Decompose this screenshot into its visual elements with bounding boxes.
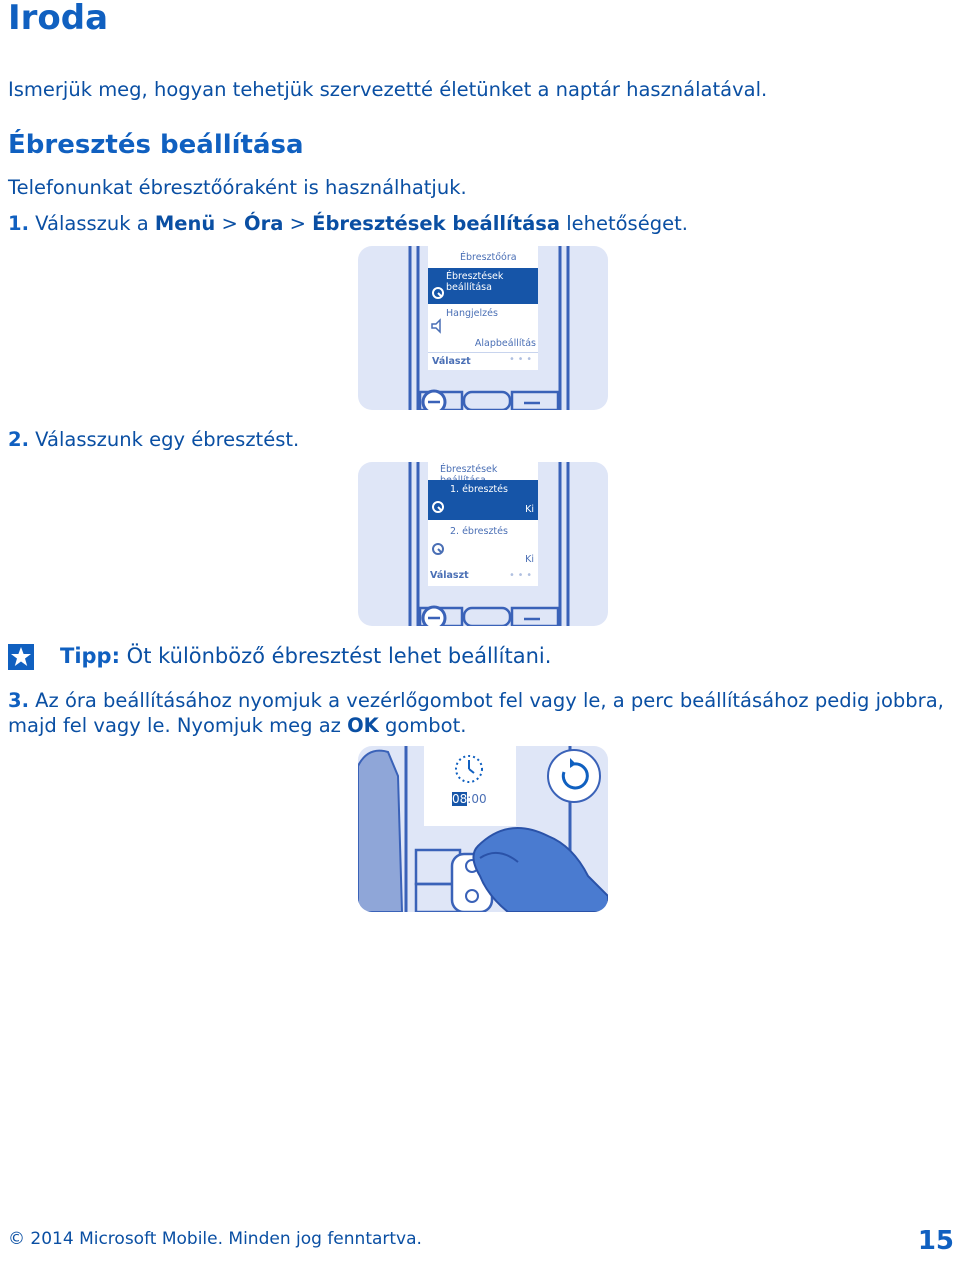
speaker-icon xyxy=(430,318,446,334)
alarm-1-label: 1. ébresztés xyxy=(450,484,508,495)
step-1-pre: Válasszuk a xyxy=(28,212,155,235)
step-2 xyxy=(8,428,299,451)
step-1-clock: Óra xyxy=(244,212,284,235)
phone-illustration-2 xyxy=(358,462,608,626)
time-display[interactable] xyxy=(452,792,487,806)
step-1-sep2: > xyxy=(283,212,313,235)
tip-body: Öt különböző ébresztést lehet beállítani. xyxy=(120,644,552,668)
step-3-number: 3. xyxy=(8,689,29,712)
step-3-text: Az óra beállításához nyomjuk a vezérlőgombot fel vagy le, a perc beállításához pedig jobbra, majd fel vagy le. Nyomjuk meg az xyxy=(8,689,944,737)
section-intro: Telefonunkat ébresztőóraként is használhatjuk. xyxy=(8,176,467,199)
phone-illustration-1 xyxy=(358,246,608,410)
star-tip-icon xyxy=(8,644,34,670)
alarm-2-state: Ki xyxy=(525,554,534,565)
section-title: Ébresztés beállítása xyxy=(8,130,304,160)
footer-copyright: © 2014 Microsoft Mobile. Minden jog fenntartva. xyxy=(8,1229,422,1249)
screen-header: Ébresztések xyxy=(440,464,498,475)
divider xyxy=(428,352,538,353)
tip-label: Tipp: xyxy=(60,644,120,668)
hours-field[interactable]: 08 xyxy=(452,792,468,806)
alarm-clock-icon xyxy=(430,284,446,300)
screen-header: Ébresztőóra xyxy=(460,252,517,263)
page-number: 15 xyxy=(917,1226,954,1256)
alarm-1-item[interactable] xyxy=(428,480,538,520)
step-1-alarms: Ébresztések beállítása xyxy=(312,212,561,235)
step-1 xyxy=(8,212,688,235)
right-softkey[interactable]: Alapbeállítás xyxy=(474,338,536,349)
step-1-number: 1. xyxy=(8,212,29,235)
step-1-sep1: > xyxy=(215,212,245,235)
rotate-clock-icon xyxy=(546,746,608,808)
minutes-field[interactable]: :00 xyxy=(467,792,487,806)
page-title: Iroda xyxy=(8,0,109,38)
step-3-post: gombot. xyxy=(378,714,467,737)
step-2-text: Válasszunk egy ébresztést. xyxy=(28,428,300,451)
menu-item-label: Ébresztések beállítása xyxy=(446,271,504,293)
intro-text: Ismerjük meg, hogyan tehetjük szervezetté életünket a naptár használatával. xyxy=(8,78,768,101)
phone-screen-2 xyxy=(428,462,538,586)
step-3-ok: OK xyxy=(347,714,379,737)
phone-screen-3 xyxy=(424,746,516,826)
alarm-2-label[interactable]: 2. ébresztés xyxy=(450,526,508,537)
alarm-clock-icon xyxy=(430,498,446,514)
left-softkey[interactable]: Választ xyxy=(432,356,471,367)
more-icon: • • • xyxy=(509,354,532,365)
phone-illustration-3 xyxy=(358,746,608,912)
step-3 xyxy=(8,688,958,738)
tip-text xyxy=(60,644,551,668)
phone-screen-1 xyxy=(428,246,538,370)
step-1-menu: Menü xyxy=(154,212,216,235)
menu-item-sound[interactable]: Hangjelzés xyxy=(446,308,498,319)
clock-icon xyxy=(452,752,486,786)
alarm-1-state: Ki xyxy=(525,504,534,515)
step-1-post: lehetőséget. xyxy=(560,212,688,235)
more-icon: • • • xyxy=(509,570,532,581)
left-softkey[interactable]: Választ xyxy=(430,570,469,581)
alarm-clock-icon xyxy=(430,540,446,556)
selected-menu-item[interactable] xyxy=(428,268,538,304)
step-2-number: 2. xyxy=(8,428,29,451)
